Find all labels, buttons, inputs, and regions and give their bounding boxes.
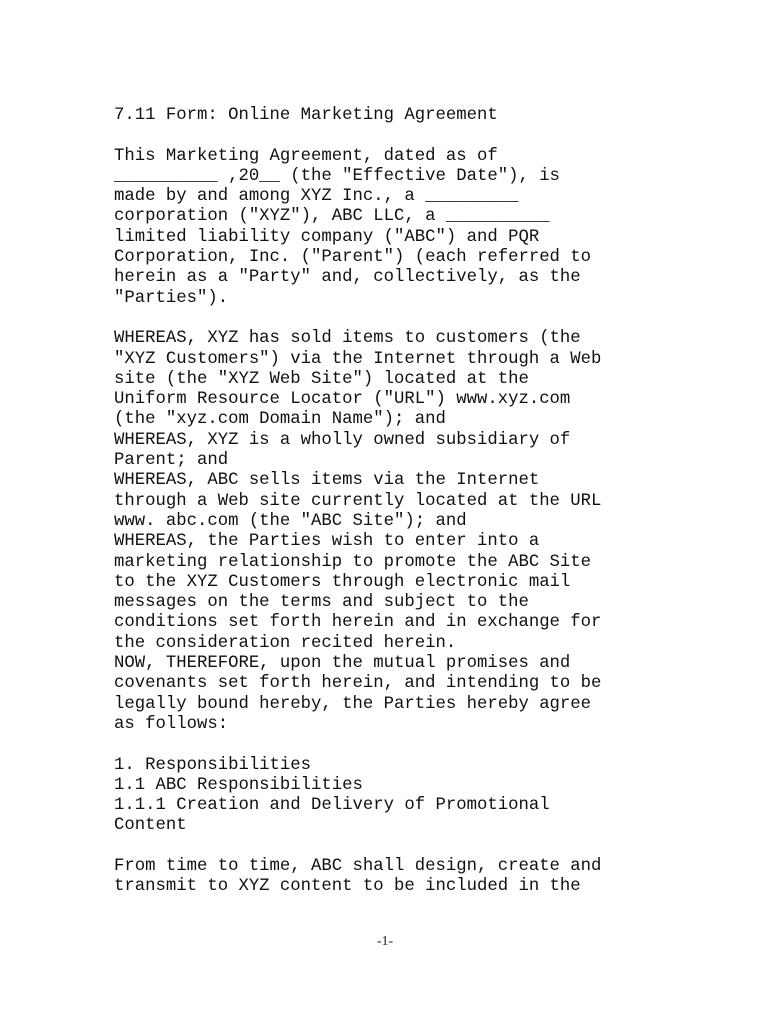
paragraphs bbox=[114, 147, 714, 898]
paragraph-line: marketing relationship to promote the ABC Site bbox=[114, 552, 592, 572]
spacer bbox=[114, 309, 714, 329]
paragraph-line: "Parties"). bbox=[114, 288, 229, 308]
spacer bbox=[114, 126, 714, 146]
paragraph-line: transmit to XYZ content to be included in the bbox=[114, 877, 581, 897]
paragraph-line: Parent; and bbox=[114, 451, 229, 471]
paragraph-line: 1.1 ABC Responsibilities bbox=[114, 775, 363, 795]
paragraph-line: site (the "XYZ Web Site") located at the bbox=[114, 369, 529, 389]
spacer bbox=[114, 735, 714, 755]
paragraph-line: legally bound hereby, the Parties hereby agree bbox=[114, 694, 592, 714]
paragraph bbox=[114, 857, 714, 898]
paragraph-line: 1. Responsibilities bbox=[114, 755, 312, 775]
paragraph-line: From time to time, ABC shall design, create and bbox=[114, 856, 602, 876]
paragraph-line: corporation ("XYZ"), ABC LLC, a __________ bbox=[114, 207, 550, 227]
paragraph-line: the consideration recited herein. bbox=[114, 633, 457, 653]
paragraph-line: limited liability company ("ABC") and PQR bbox=[114, 227, 540, 247]
paragraph-line: (the "xyz.com Domain Name"); and bbox=[114, 410, 446, 430]
paragraph-line: messages on the terms and subject to the bbox=[114, 593, 529, 613]
document-body bbox=[114, 106, 714, 898]
paragraph-line: NOW, THEREFORE, upon the mutual promises and bbox=[114, 654, 571, 674]
paragraph-line: WHEREAS, the Parties wish to enter into a bbox=[114, 532, 540, 552]
paragraph-line: as follows: bbox=[114, 714, 229, 734]
paragraph-line: made by and among XYZ Inc., a _________ bbox=[114, 187, 519, 207]
paragraph-line: __________ ,20__ (the "Effective Date"), is bbox=[114, 166, 560, 186]
paragraph-line: WHEREAS, XYZ has sold items to customers (the bbox=[114, 329, 581, 349]
paragraph-line: conditions set forth herein and in exchange for bbox=[114, 613, 602, 633]
paragraph bbox=[114, 756, 714, 837]
page-number: -1- bbox=[376, 934, 394, 949]
paragraph-line: WHEREAS, XYZ is a wholly owned subsidiary of bbox=[114, 430, 571, 450]
paragraph-line: "XYZ Customers") via the Internet through a Web bbox=[114, 349, 602, 369]
paragraph-line: covenants set forth herein, and intending to be bbox=[114, 674, 602, 694]
paragraph bbox=[114, 329, 714, 735]
document-title: 7.11 Form: Online Marketing Agreement bbox=[114, 106, 498, 125]
paragraph-line: to the XYZ Customers through electronic mail bbox=[114, 572, 571, 592]
paragraph-line: Corporation, Inc. ("Parent") (each referred to bbox=[114, 248, 592, 268]
paragraph-line: Uniform Resource Locator ("URL") www.xyz.com bbox=[114, 390, 571, 410]
paragraph-line: Content bbox=[114, 816, 187, 836]
spacer bbox=[114, 837, 714, 857]
paragraph-line: WHEREAS, ABC sells items via the Internet bbox=[114, 471, 540, 491]
paragraph-line: 1.1.1 Creation and Delivery of Promotional bbox=[114, 796, 550, 816]
paragraph-line: through a Web site currently located at the URL bbox=[114, 491, 602, 511]
paragraph-line: This Marketing Agreement, dated as of bbox=[114, 146, 498, 166]
paragraph-line: www. abc.com (the "ABC Site"); and bbox=[114, 511, 467, 531]
paragraph bbox=[114, 147, 714, 309]
paragraph-line: herein as a "Party" and, collectively, as the bbox=[114, 268, 581, 288]
